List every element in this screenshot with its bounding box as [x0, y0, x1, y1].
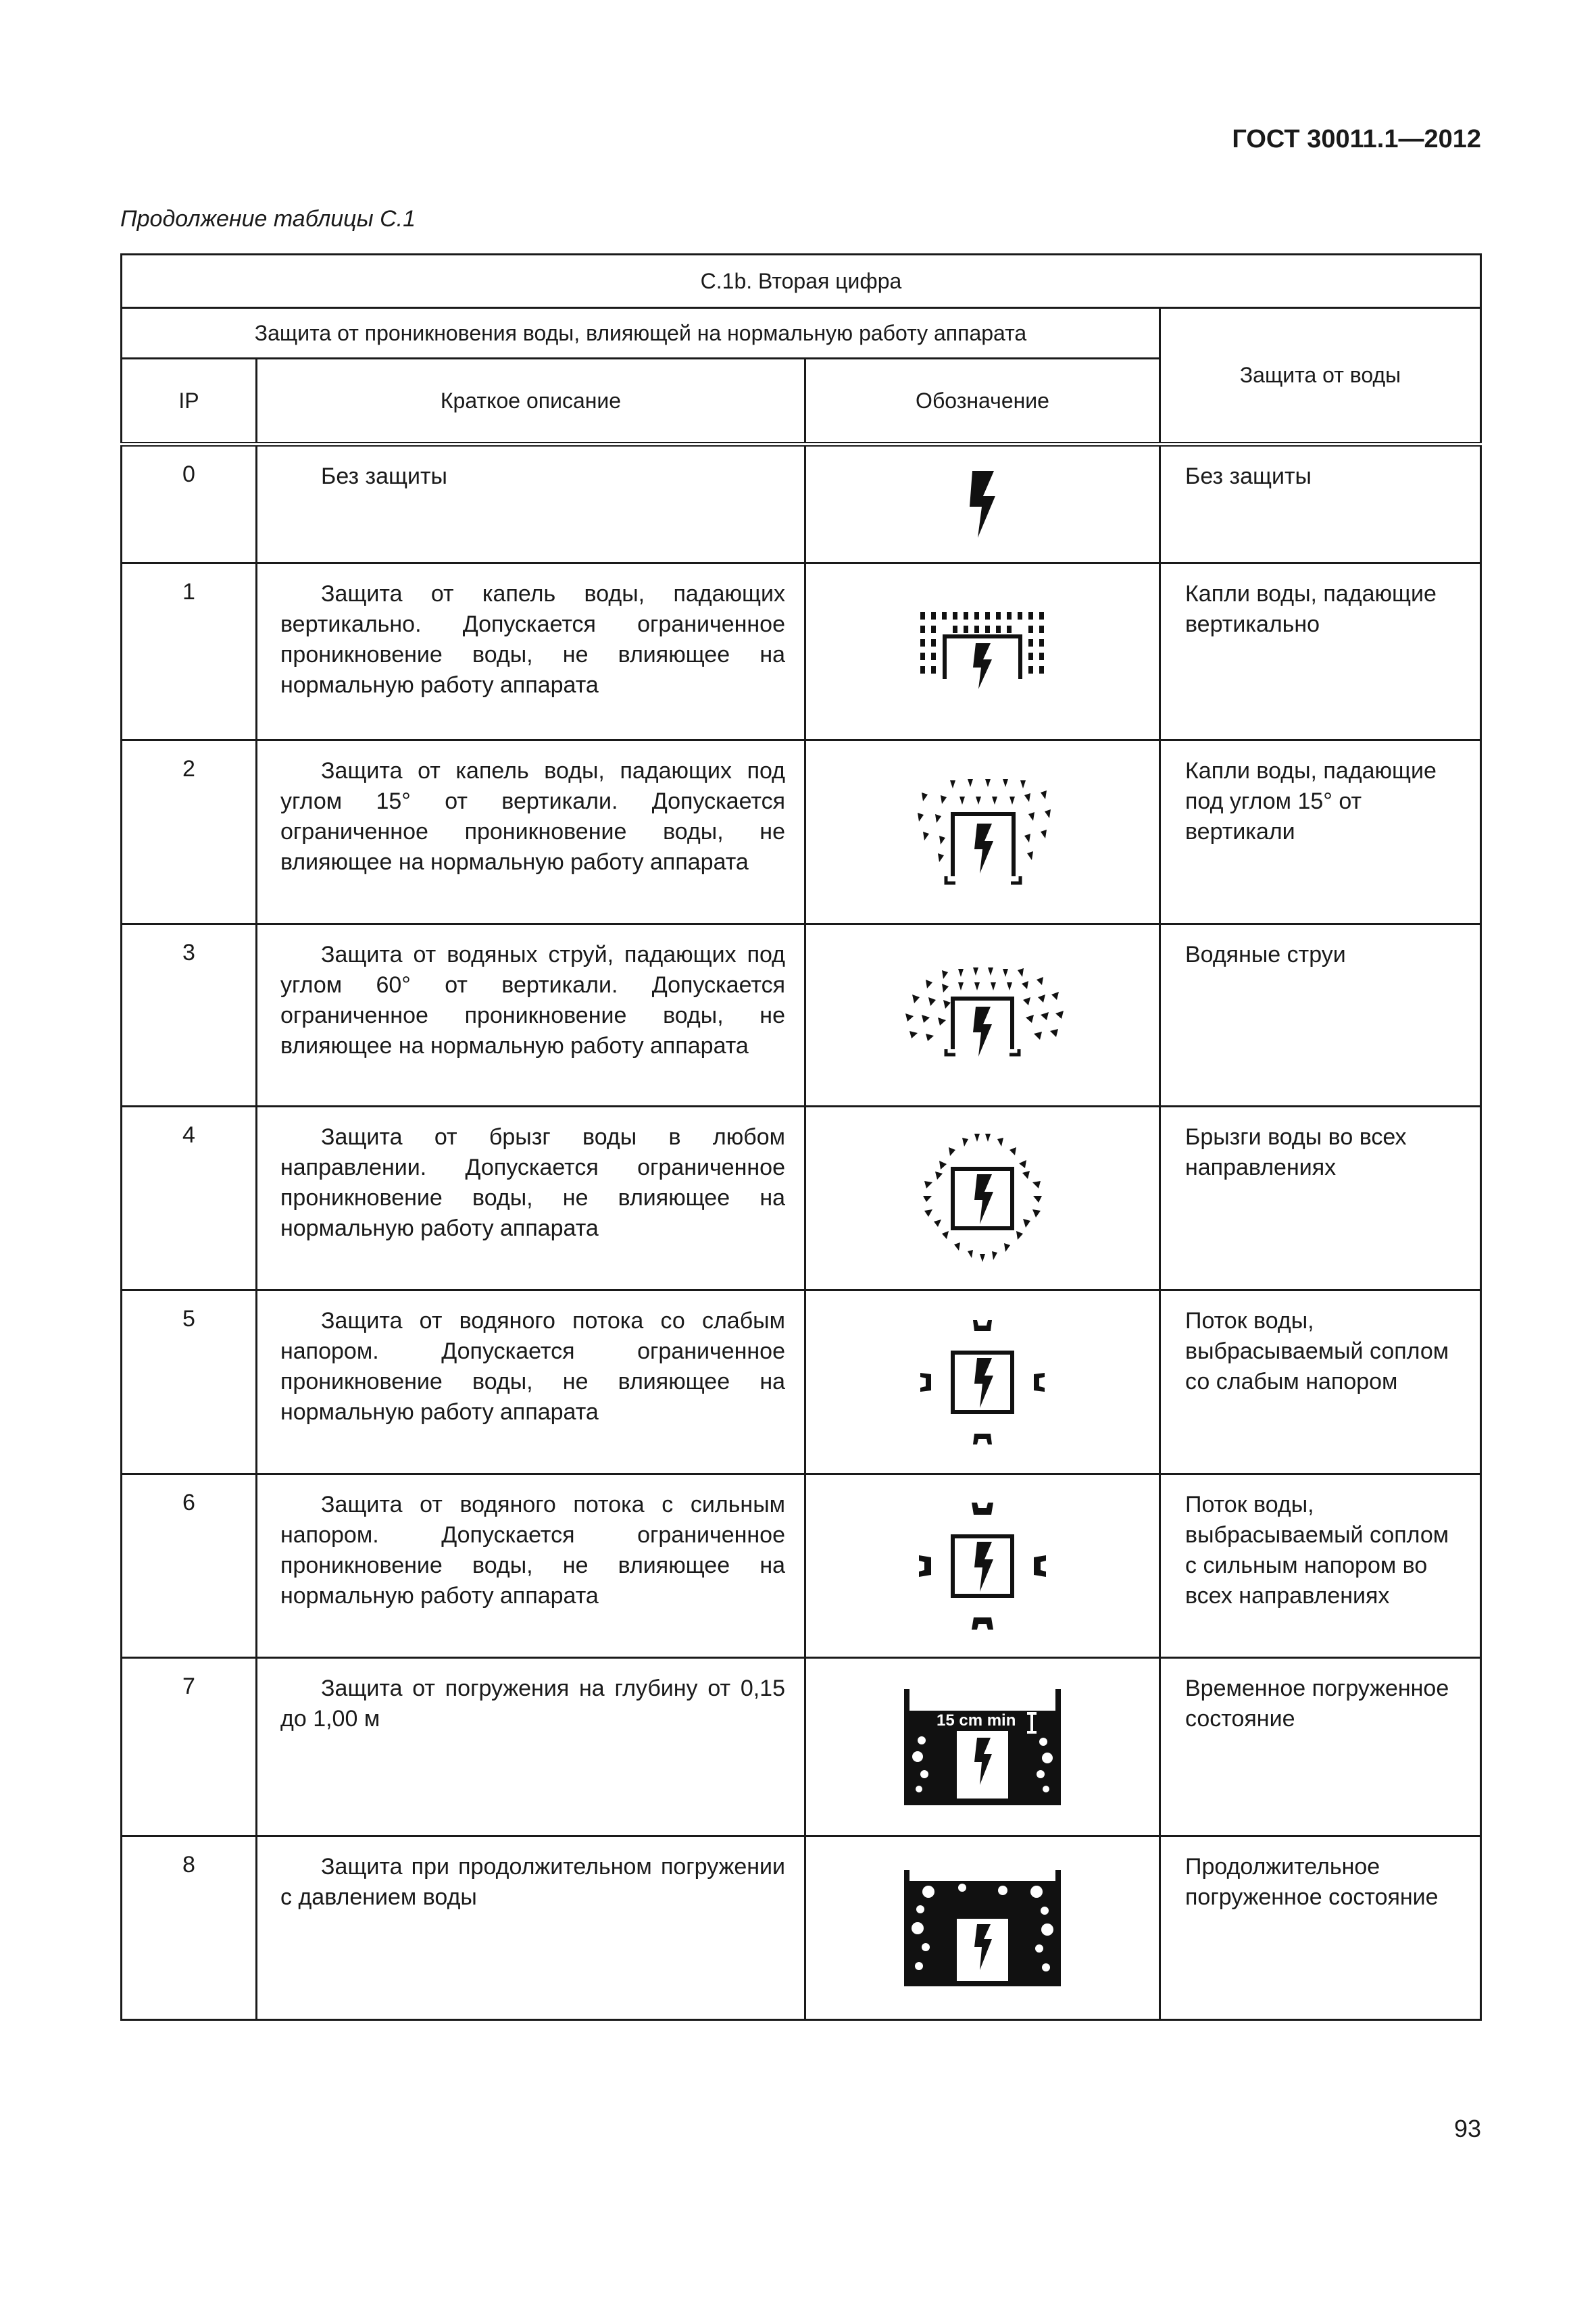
description-cell: Защита от капель воды, падающих вертикально. Допускается ограниченное проникновение воды, не влияющее на нормальную работу аппарата: [257, 563, 805, 740]
temporary-immersion-icon: [805, 1658, 1160, 1836]
ip-second-digit-table: [120, 253, 1482, 2021]
table-row: [122, 1658, 1481, 1836]
table-row: [122, 1290, 1481, 1474]
column-header-ip: IP: [122, 359, 257, 445]
ip-code: 7: [122, 1658, 257, 1836]
protection-cell: Капли воды, падающие под углом 15° от вертикали: [1160, 740, 1481, 924]
description-cell: Защита от водяного потока с сильным напором. Допускается ограниченное проникновение воды, не влияющее на нормальную работу аппарата: [257, 1474, 805, 1658]
column-header-symbol: Обозначение: [805, 359, 1160, 445]
table-caption: Продолжение таблицы С.1: [120, 206, 416, 232]
ip-code: 3: [122, 924, 257, 1107]
high-pressure-jet-icon: [805, 1474, 1160, 1658]
drops-15deg-icon: [805, 740, 1160, 924]
table-row: [122, 924, 1481, 1107]
description-cell: Защита при продолжительном погружении с давлением воды: [257, 1836, 805, 2020]
lightning-bolt-icon: [805, 445, 1160, 563]
protection-cell: Брызги воды во всех направлениях: [1160, 1107, 1481, 1290]
ip-code: 5: [122, 1290, 257, 1474]
description-cell: Защита от водяных струй, падающих под углом 60° от вертикали. Допускается ограниченное проникновение воды, не влияющее на нормальную работу аппарата: [257, 924, 805, 1107]
column-header-protection: Защита от воды: [1160, 308, 1481, 445]
table-row: [122, 445, 1481, 563]
table-row: [122, 1107, 1481, 1290]
group-header: Защита от проникновения воды, влияющей на нормальную работу аппарата: [122, 308, 1160, 359]
table-row: [122, 1836, 1481, 2020]
splash-all-directions-icon: [805, 1107, 1160, 1290]
protection-cell: Временное погруженное состояние: [1160, 1658, 1481, 1836]
continuous-immersion-icon: [805, 1836, 1160, 2020]
ip-code: 6: [122, 1474, 257, 1658]
description-cell: Без защиты: [257, 445, 805, 563]
description-cell: Защита от брызг воды в любом направлении. Допускается ограниченное проникновение воды, не влияющее на нормальную работу аппарата: [257, 1107, 805, 1290]
low-pressure-jet-icon: [805, 1290, 1160, 1474]
table-row: [122, 563, 1481, 740]
protection-cell: Поток воды, выбрасываемый соплом с сильным напором во всех направлениях: [1160, 1474, 1481, 1658]
table-row: [122, 740, 1481, 924]
immersion-depth-label: 15 cm min: [937, 1711, 1016, 1730]
ip-code: 0: [122, 445, 257, 563]
protection-cell: Капли воды, падающие вертикально: [1160, 563, 1481, 740]
ip-code: 4: [122, 1107, 257, 1290]
table-row: [122, 1474, 1481, 1658]
protection-cell: Без защиты: [1160, 445, 1481, 563]
protection-cell: Поток воды, выбрасываемый соплом со слабым напором: [1160, 1290, 1481, 1474]
description-cell: Защита от водяного потока со слабым напором. Допускается ограниченное проникновение воды, не влияющее на нормальную работу аппарата: [257, 1290, 805, 1474]
column-header-description: Краткое описание: [257, 359, 805, 445]
ip-code: 2: [122, 740, 257, 924]
spray-60deg-icon: [805, 924, 1160, 1107]
protection-cell: Водяные струи: [1160, 924, 1481, 1107]
description-cell: Защита от погружения на глубину от 0,15 до 1,00 м: [257, 1658, 805, 1836]
ip-code: 8: [122, 1836, 257, 2020]
table-title: С.1b. Вторая цифра: [122, 255, 1481, 308]
ip-code: 1: [122, 563, 257, 740]
vertical-drops-icon: [805, 563, 1160, 740]
description-cell: Защита от капель воды, падающих под углом 15° от вертикали. Допускается ограниченное проникновение воды, не влияющее на нормальную работу аппарата: [257, 740, 805, 924]
protection-cell: Продолжительное погруженное состояние: [1160, 1836, 1481, 2020]
page-number: 93: [1453, 2115, 1481, 2142]
document-code: ГОСТ 30011.1—2012: [1232, 125, 1481, 153]
